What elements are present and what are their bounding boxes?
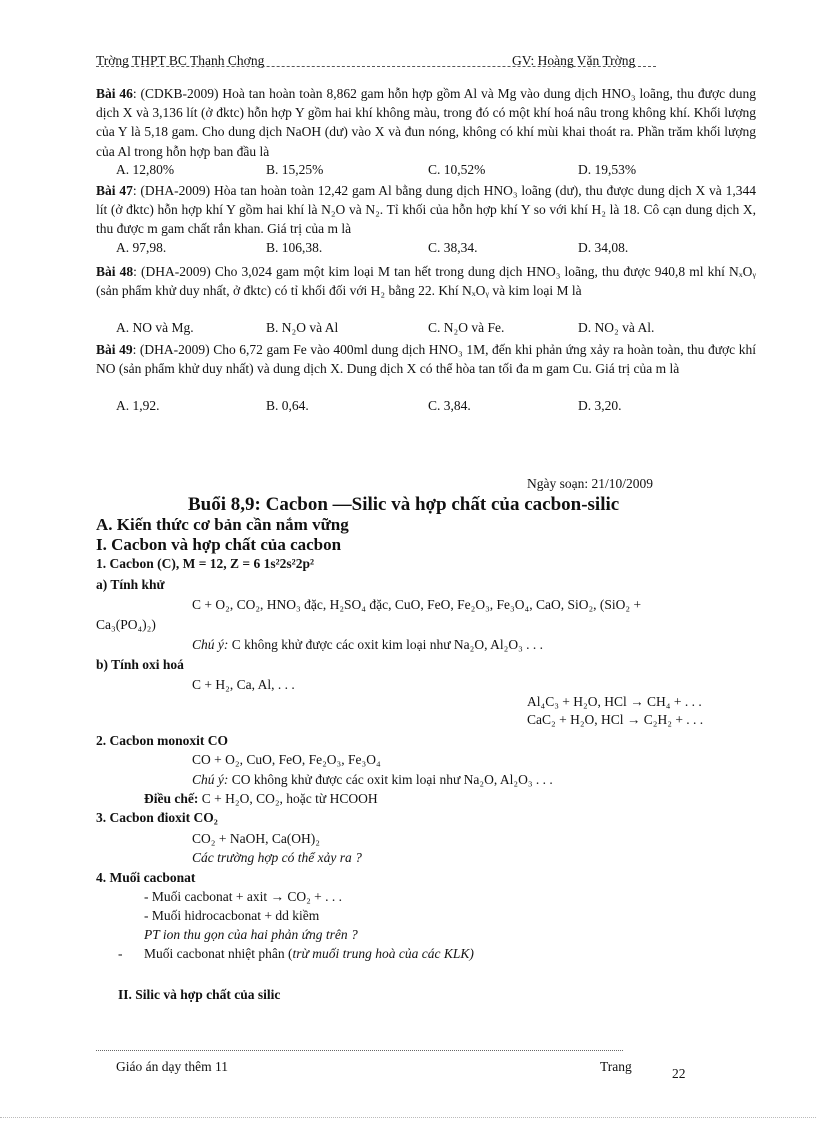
- question-48-options: [116, 320, 654, 336]
- note-text: C không khử được các oxit kim loại như Na₂O, Al₂O₃ . . .: [228, 637, 544, 652]
- carbonate-question-text: PT ion thu gọn của hai phản ứng trên ?: [144, 927, 358, 942]
- oxidation-line-1: C + H₂, Ca, Al, . . .: [192, 677, 295, 692]
- item-3-heading: 3. Cacbon đioxit CO₂: [96, 810, 218, 825]
- question-48: [96, 262, 756, 300]
- question-text: : (DHA-2009) Hòa tan hoàn toàn 12,42 gam Al bằng dung dịch HNO₃ loãng (dư), thu được dung dịch X và 1,344 lít (ở đktc) hỗn hợp khí Y gồm hai khí là N₂O và N₂. Tỉ khối của hỗn hợp khí Y so với khí H₂ là 18. Cô cạn dung dịch X, thu được m gam chất rắn khan. Giá trị của m là: [96, 183, 756, 237]
- option-c: C. N₂O và Fe.: [428, 320, 505, 335]
- bullet: -: [118, 946, 123, 961]
- question-47: [96, 181, 756, 239]
- option-d: D. 3,20.: [578, 398, 622, 413]
- co2-line: CO₂ + NaOH, Ca(OH)₂: [192, 831, 321, 846]
- option-d: D. 19,53%: [578, 162, 637, 177]
- question-label: Bài 48: [96, 264, 134, 279]
- co2-question: [192, 850, 362, 866]
- carbonate-line-3: [144, 946, 474, 962]
- item-2-heading: 2. Cacbon monoxit CO: [96, 733, 229, 748]
- question-47-options: [116, 240, 628, 256]
- lesson-title: Buổi 8,9: Cacbon —Silic và hợp chất của cacbon-silic: [188, 494, 620, 515]
- option-d: D. NO₂ và Al.: [578, 320, 655, 335]
- carbonate-question: [144, 927, 358, 943]
- note-label: Chú ý:: [192, 637, 229, 652]
- option-c: C. 10,52%: [428, 162, 486, 177]
- footer-right: Trang: [600, 1059, 632, 1074]
- header-divider: [96, 66, 656, 67]
- question-label: Bài 49: [96, 342, 133, 357]
- header-school: Trờng THPT BC Thanh Chơng: [96, 53, 265, 68]
- section-ii-heading: II. Silic và hợp chất của silic: [118, 987, 281, 1002]
- lesson-date: Ngày soạn: 21/10/2009: [527, 476, 653, 491]
- page-number: 22: [672, 1066, 686, 1081]
- prep-text: C + H₂O, CO₂, hoặc từ HCOOH: [198, 791, 378, 806]
- option-b: B. 106,38.: [266, 240, 323, 255]
- option-c: C. 3,84.: [428, 398, 471, 413]
- option-a: A. 12,80%: [116, 162, 175, 177]
- option-c: C. 38,34.: [428, 240, 478, 255]
- question-text: : (CDKB-2009) Hoà tan hoàn toàn 8,862 gam hỗn hợp gồm Al và Mg vào dung dịch HNO₃ loãng, thu được dung dịch X và 3,136 lít (ở đktc) hỗn hợp Y gồm hai khí không màu, trong đó có một khí hoá nâu trong không khí. Khối lượng của Y là 5,18 gam. Cho dung dịch NaOH (dư) vào X và đun nóng, không có khí mùi khai thoát ra. Phần trăm khối lượng của Al trong hỗn hợp ban đầu là: [96, 86, 756, 159]
- carbonate-line-3-text: Muối cacbonat nhiệt phân (: [144, 946, 293, 961]
- reduction-heading: a) Tính khử: [96, 577, 165, 592]
- footer-left: Giáo án dạy thêm 11: [116, 1059, 228, 1074]
- note-label: Chú ý:: [192, 772, 229, 787]
- oxidation-heading: b) Tính oxi hoá: [96, 657, 184, 672]
- item-1-heading: 1. Cacbon (C), M = 12, Z = 6 1s²2s²2p²: [96, 556, 315, 571]
- section-i-heading: I. Cacbon và hợp chất của cacbon: [96, 535, 342, 554]
- option-b: B. 0,64.: [266, 398, 309, 413]
- section-a-heading: A. Kiến thức cơ bản cần nắm vững: [96, 515, 349, 534]
- reduction-line-1: C + O₂, CO₂, HNO₃ đặc, H₂SO₄ đặc, CuO, FeO, Fe₂O₃, Fe₃O₄, CaO, SiO₂, (SiO₂ +: [192, 597, 642, 612]
- footer-divider: [96, 1050, 623, 1051]
- question-46: [96, 84, 756, 161]
- question-46-options: [116, 162, 636, 178]
- option-a: A. NO và Mg.: [116, 320, 194, 335]
- carbonate-line-1: - Muối cacbonat + axit → CO₂ + . . .: [144, 889, 343, 904]
- page-bottom-edge: [0, 1117, 816, 1118]
- oxidation-line-3: CaC₂ + H₂O, HCl → C₂H₂ + . . .: [527, 712, 704, 727]
- prep-label: Điều chế:: [144, 791, 199, 806]
- carbonate-line-3-note: trừ muối trung hoà của các KLK): [292, 946, 474, 961]
- question-49-options: [116, 398, 622, 414]
- header-teacher: GV: Hoàng Văn Trờng: [512, 53, 636, 68]
- oxidation-line-2: Al₄C₃ + H₂O, HCl → CH₄ + . . .: [527, 694, 702, 709]
- option-d: D. 34,08.: [578, 240, 629, 255]
- co-prep: [144, 791, 378, 807]
- item-4-heading: 4. Muối cacbonat: [96, 870, 196, 885]
- question-label: Bài 47: [96, 183, 133, 198]
- question-text: : (DHA-2009) Cho 3,024 gam một kim loại M tan hết trong dung dịch HNO₃ loãng, thu được 940,8 ml khí NₓOᵧ (sản phẩm khử duy nhất, ở đktc) có tỉ khối đối với H₂ bằng 22. Khí NₓOᵧ và kim loại M là: [96, 264, 756, 299]
- option-b: B. N₂O và Al: [266, 320, 339, 335]
- reduction-line-2: Ca₃(PO₄)₂): [96, 617, 156, 632]
- question-label: Bài 46: [96, 86, 133, 101]
- question-49: [96, 340, 756, 378]
- co-note: [192, 772, 553, 788]
- option-b: B. 15,25%: [266, 162, 324, 177]
- question-text: : (DHA-2009) Cho 6,72 gam Fe vào 400ml dung dịch HNO₃ 1M, đến khi phản ứng xảy ra hoàn toàn, thu được khí NO (sản phẩm khử duy nhất) và dung dịch X. Dung dịch X có thể hòa tan tối đa m gam Cu. Giá trị của m là: [96, 342, 756, 377]
- co-line: CO + O₂, CuO, FeO, Fe₂O₃, Fe₃O₄: [192, 752, 381, 767]
- carbonate-line-2: - Muối hidrocacbonat + dd kiềm: [144, 908, 320, 923]
- option-a: A. 97,98.: [116, 240, 167, 255]
- co2-question-text: Các trường hợp có thể xảy ra ?: [192, 850, 362, 865]
- option-a: A. 1,92.: [116, 398, 160, 413]
- reduction-note: [192, 637, 543, 653]
- note-text: CO không khử được các oxit kim loại như Na₂O, Al₂O₃ . . .: [228, 772, 553, 787]
